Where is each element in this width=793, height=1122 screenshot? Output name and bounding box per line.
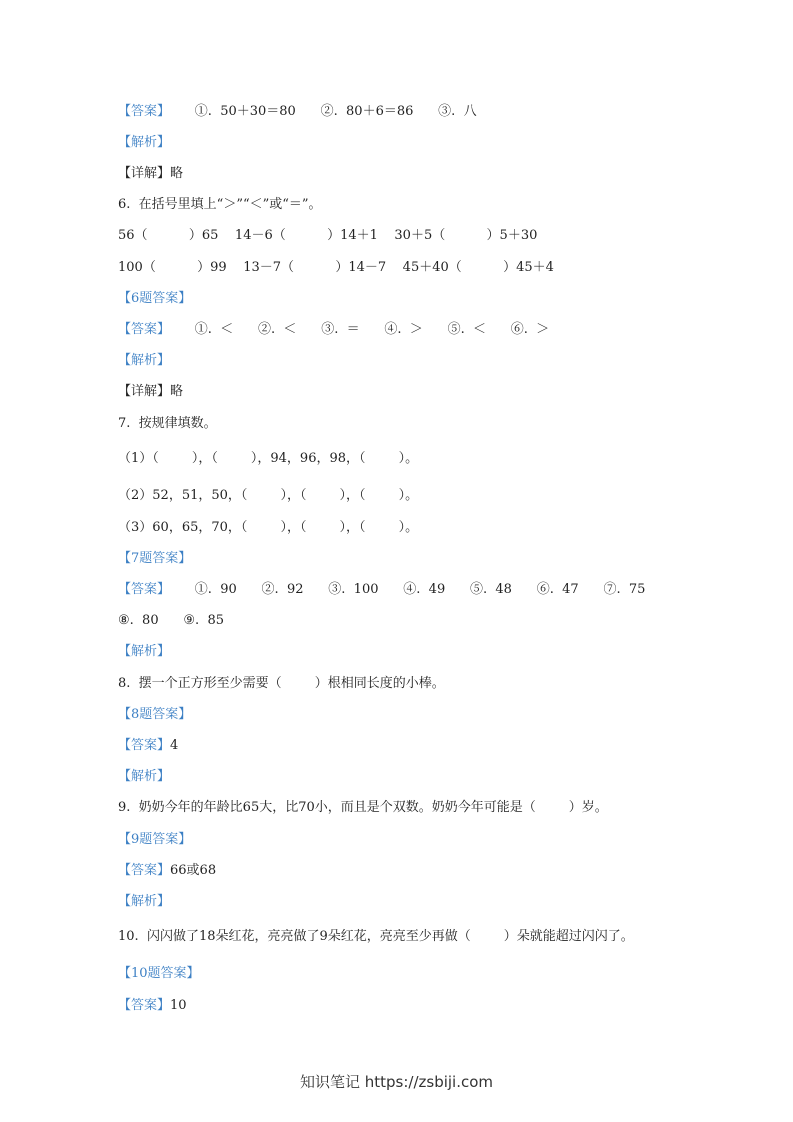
q9-analysis-label: 【解析】	[118, 894, 171, 909]
q7-row3	[118, 520, 418, 536]
q7-row1-text: （1）（ ），（ ），94，96，98，（ ）。	[118, 451, 419, 466]
q7-heading-label: 【7题答案】	[118, 551, 192, 566]
q7-question	[118, 416, 217, 432]
q7-analysis-label: 【解析】	[118, 644, 171, 659]
q9-answer	[118, 863, 216, 879]
q10-answer-label: 【答案】	[118, 998, 171, 1013]
q8-answer	[118, 738, 178, 754]
q9-question	[118, 800, 608, 816]
q10-heading	[118, 966, 200, 982]
q9-heading	[118, 832, 191, 848]
q6-detail-text: 略	[170, 384, 184, 399]
q7-analysis	[118, 644, 170, 660]
q7-row2	[118, 488, 418, 504]
q8-heading	[118, 707, 191, 723]
q6-detail	[118, 384, 183, 400]
q7-answer-label: 【答案】	[118, 582, 171, 597]
q9-question-text: 9. 奶奶今年的年龄比65大，比70小，而且是个双数。奶奶今年可能是（ ）岁。	[118, 800, 608, 815]
q7-answer-cont-text: ⑧. 80 ⑨. 85	[118, 613, 224, 628]
q9-heading-label: 【9题答案】	[118, 832, 192, 847]
q5-detail-label: 【详解】	[118, 166, 171, 181]
q5-detail	[118, 166, 183, 182]
q6-answer-label: 【答案】	[118, 322, 171, 337]
q8-analysis-label: 【解析】	[118, 769, 171, 784]
q9-answer-label: 【答案】	[118, 863, 171, 878]
q8-analysis	[118, 769, 170, 785]
q10-heading-label: 【10题答案】	[118, 966, 200, 981]
q7-question-text: 7. 按规律填数。	[118, 416, 217, 431]
q5-detail-text: 略	[170, 166, 184, 181]
q6-answer	[118, 322, 549, 338]
q6-question	[118, 197, 322, 213]
footer-watermark: 知识笔记 https://zsbiji.com	[299, 1073, 494, 1091]
q5-analysis-label: 【解析】	[118, 135, 171, 150]
q7-row1	[118, 451, 418, 467]
q5-answer-label: 【答案】	[118, 104, 171, 119]
q6-heading-label: 【6题答案】	[118, 291, 192, 306]
q6-analysis-label: 【解析】	[118, 353, 171, 368]
q8-heading-label: 【8题答案】	[118, 707, 192, 722]
q6-row1-text: 56（ ）65 14－6（ ）14＋1 30＋5（ ）5＋30	[118, 228, 538, 243]
q8-answer-label: 【答案】	[118, 738, 171, 753]
q10-question	[118, 929, 634, 945]
q5-answer-text: ①. 50＋30＝80 ②. 80＋6＝86 ③. 八	[170, 104, 477, 119]
q7-row3-text: （3）60，65，70，（ ），（ ），（ ）。	[118, 520, 419, 535]
q7-answer	[118, 582, 645, 598]
q9-analysis	[118, 894, 170, 910]
q7-heading	[118, 551, 191, 567]
q5-analysis	[118, 135, 170, 151]
q8-question-text: 8. 摆一个正方形至少需要（ ）根相同长度的小棒。	[118, 676, 445, 691]
q10-answer-text: 10	[170, 998, 187, 1013]
q7-answer-text: ①. 90 ②. 92 ③. 100 ④. 49 ⑤. 48 ⑥. 47 ⑦. 75	[170, 582, 646, 597]
q9-answer-text: 66或68	[170, 863, 217, 878]
q6-row2-text: 100（ ）99 13－7（ ）14－7 45＋40（ ）45＋4	[118, 260, 554, 275]
q6-detail-label: 【详解】	[118, 384, 171, 399]
q6-heading	[118, 291, 191, 307]
q6-question-text: 6. 在括号里填上“＞”“＜”或“＝”。	[118, 197, 322, 212]
q8-answer-text: 4	[170, 738, 179, 753]
q6-row1	[118, 228, 537, 244]
q7-row2-text: （2）52，51，50，（ ），（ ），（ ）。	[118, 488, 419, 503]
q6-analysis	[118, 353, 170, 369]
q8-question	[118, 676, 445, 692]
q10-answer	[118, 998, 187, 1014]
q10-question-text: 10. 闪闪做了18朵红花，亮亮做了9朵红花，亮亮至少再做（ ）朵就能超过闪闪了。	[118, 929, 634, 944]
q7-answer-cont	[118, 613, 224, 629]
q6-row2	[118, 260, 554, 276]
q6-answer-text: ①. ＜ ②. ＜ ③. ＝ ④. ＞ ⑤. ＜ ⑥. ＞	[170, 322, 550, 337]
q5-answer	[118, 104, 477, 120]
